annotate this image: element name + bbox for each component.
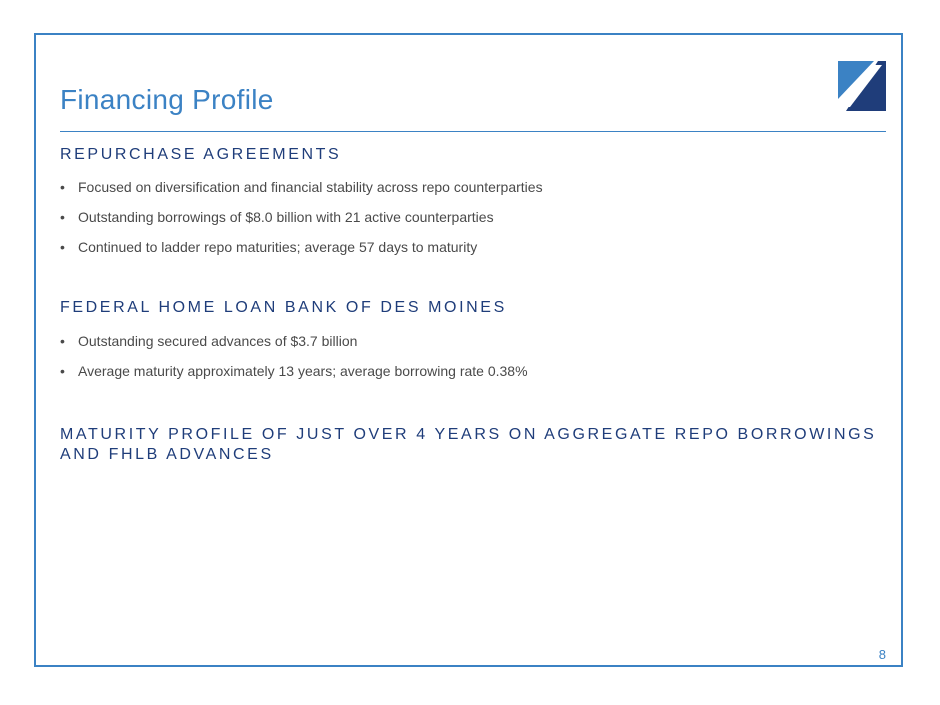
bullet-text: Focused on diversification and financial stability across repo counterparties	[78, 179, 543, 195]
bullet-icon: •	[60, 333, 65, 349]
slide-frame	[34, 33, 903, 667]
bullet-icon: •	[60, 179, 65, 195]
bullet-text: Outstanding borrowings of $8.0 billion with 21 active counterparties	[78, 209, 494, 225]
company-logo-icon	[838, 61, 886, 111]
title-divider	[60, 131, 886, 132]
bullet-text: Average maturity approximately 13 years; average borrowing rate 0.38%	[78, 363, 528, 379]
bullet-icon: •	[60, 239, 65, 255]
section-heading-repurchase-agreements: REPURCHASE AGREEMENTS	[60, 146, 342, 163]
bullet-icon: •	[60, 363, 65, 379]
list-item	[60, 208, 494, 226]
list-item	[60, 332, 357, 350]
bullet-text: Continued to ladder repo maturities; average 57 days to maturity	[78, 239, 478, 255]
section-heading-fhlb-des-moines: FEDERAL HOME LOAN BANK OF DES MOINES	[60, 299, 507, 316]
list-item	[60, 238, 477, 256]
maturity-profile-summary: MATURITY PROFILE OF JUST OVER 4 YEARS ON AGGREGATE REPO BORROWINGS AND FHLB ADVANCES	[60, 426, 877, 463]
bullet-icon: •	[60, 209, 65, 225]
page-title: Financing Profile	[60, 84, 274, 115]
list-item	[60, 362, 528, 380]
bullet-text: Outstanding secured advances of $3.7 billion	[78, 333, 358, 349]
page-number: 8	[878, 647, 886, 662]
list-item	[60, 178, 543, 196]
